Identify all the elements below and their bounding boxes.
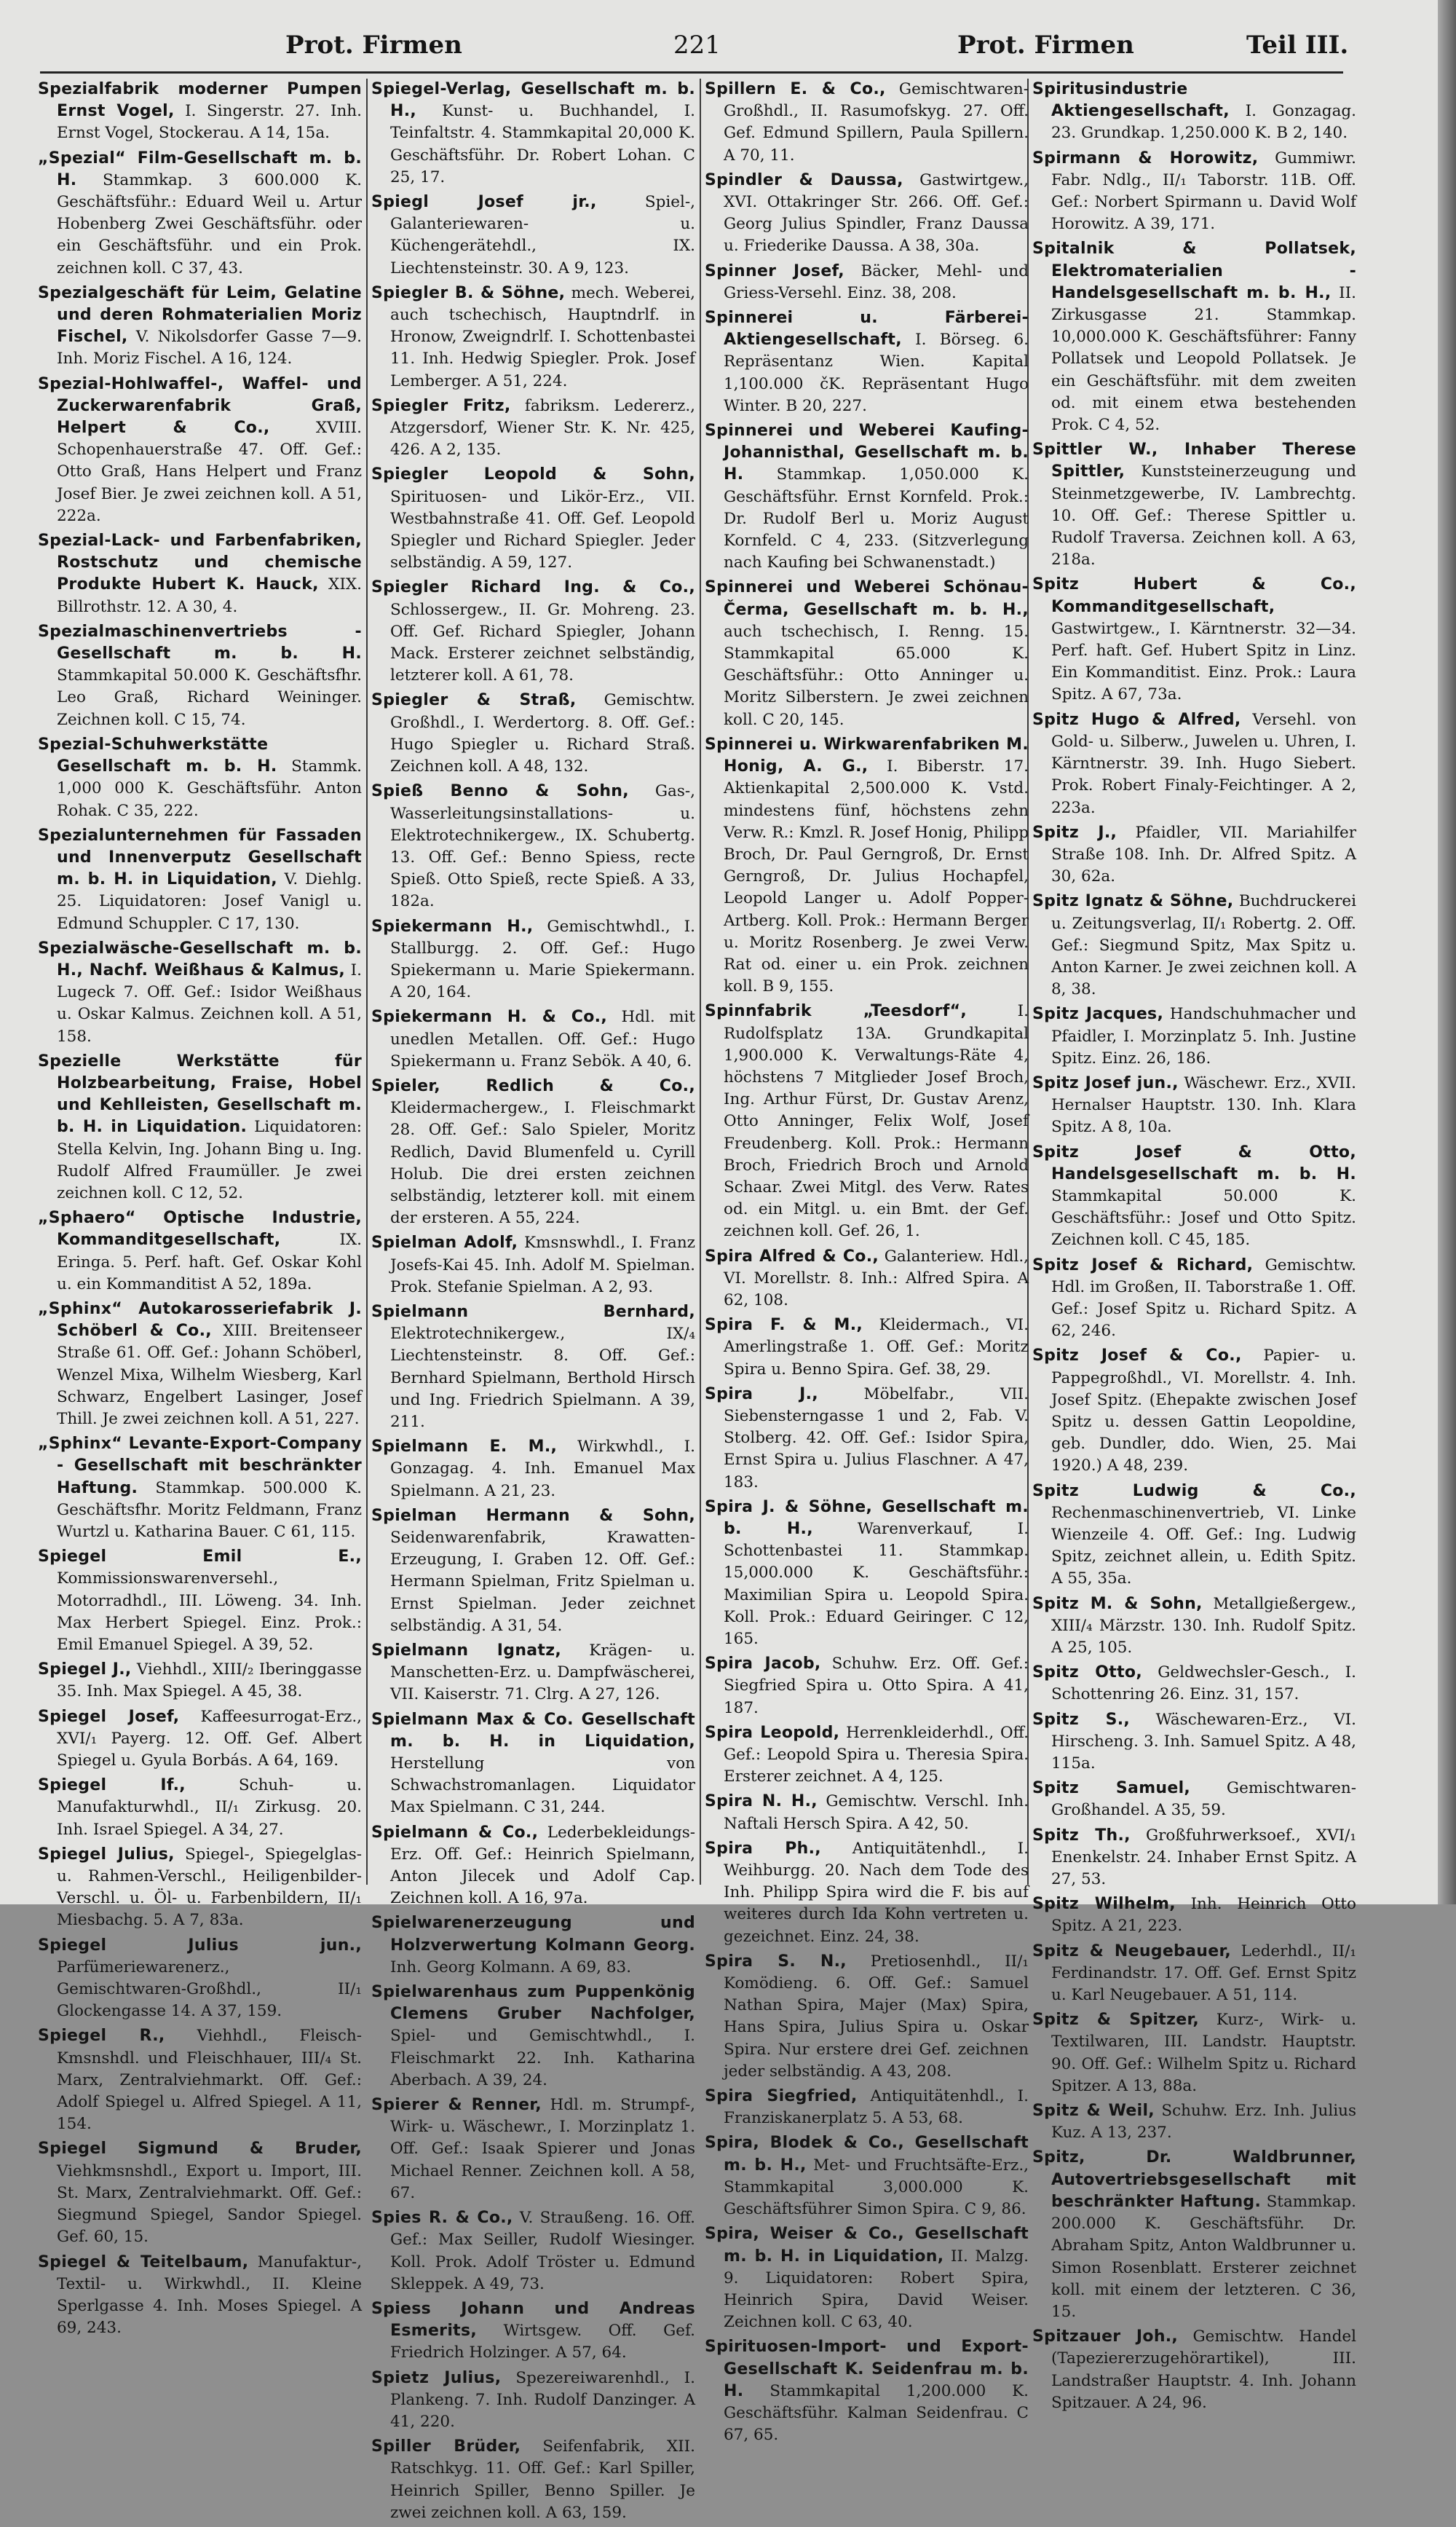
firm-details: Viehkmsnshdl., Export u. Import, III. St. Marx, Zentralviehmarkt. Off. Gef.: Siegmund Spiegel, Sandor Spiegel. Gef. 60, 15.	[57, 2161, 362, 2247]
page-header	[29, 31, 1349, 67]
firm-details: I. Gonzagag. 23. Grundkap. 1,250.000 K. B 2, 140.	[1051, 102, 1356, 143]
firm-name: Spillern E. & Co.,	[705, 80, 886, 98]
directory-entry	[371, 192, 695, 280]
directory-entry	[371, 395, 695, 462]
firm-name: Spiegler B. & Söhne,	[371, 283, 566, 302]
directory-entry	[371, 1982, 695, 2092]
column-1	[38, 79, 362, 2342]
firm-details: Viehhdl., Fleisch-Kmsnshdl. und Fleischhauer, III/₄ St. Marx, Zentralviehmarkt. Off. Gef.: Adolf Spiegel u. Alfred Spiegel. A 11, 154.	[57, 2027, 362, 2134]
firm-name: Spielman Adolf,	[371, 1234, 518, 1253]
firm-name: Spinnerei u. Färberei-Aktiengesellschaft,	[705, 309, 1029, 350]
firm-details: Herstellung von Schwachstromanlagen. Liquidator Max Spielmann. C 31, 244.	[390, 1754, 695, 1817]
directory-entry	[705, 734, 1029, 998]
directory-entry	[705, 1653, 1029, 1719]
directory-entry	[38, 1935, 362, 2023]
directory-entry	[1032, 891, 1356, 1001]
firm-name: Spitz & Spitzer,	[1032, 2011, 1200, 2030]
firm-details: mech. Weberei, auch tschechisch, Hauptndrlf. in Hronow, Zweigndrlf. I. Schottenbastei 11. Inh. Hedwig Spiegler. Prok. Josef Lemberger. A 51, 224.	[390, 283, 695, 390]
firm-name: Spiegel Julius jun.,	[38, 1936, 362, 1955]
firm-name: Spitz & Neugebauer,	[1032, 1941, 1232, 1960]
directory-entry	[371, 1301, 695, 1433]
firm-details: Kunst- u. Buchhandel, I. Teinfaltstr. 4. Stammkapital 20,000 K. Geschäftsführ. Dr. Robert Lohan. C 25, 17.	[390, 102, 695, 186]
header-part: Teil III.	[1246, 31, 1349, 60]
firm-name: Spinnfabrik „Teesdorf“,	[705, 1002, 968, 1021]
firm-details: Buchdruckerei u. Zeitungsverlag, II/₁ Robertg. 2. Off. Gef.: Siegmund Spitz, Max Spitz u. Anton Karner. Je zwei zeichnen koll. A 8, 38.	[1051, 892, 1356, 999]
firm-details: Gemischtw. Hdl. im Großen, II. Taborstraße 1. Off. Gef.: Josef Spitz u. Richard Spitz. A 62, 246.	[1051, 1255, 1357, 1341]
directory-entry	[38, 1298, 362, 1430]
firm-name: Spitz S.,	[1032, 1710, 1131, 1729]
firm-details: Inh. Heinrich Otto Spitz. A 21, 223.	[1051, 1895, 1356, 1936]
firm-name: Spira N. H.,	[705, 1792, 818, 1811]
directory-entry	[1032, 1593, 1356, 1660]
directory-entry	[1032, 1825, 1356, 1891]
directory-entry	[38, 283, 362, 371]
firm-name: Spielwarenhaus zum Puppenkönig Clemens Gruber Nachfolger,	[371, 1983, 695, 2024]
firm-details: Pfaidler, VII. Mariahilfer Straße 108. Inh. Dr. Alfred Spitz. A 30, 62a.	[1051, 823, 1356, 886]
firm-details: Hdl. mit unedlen Metallen. Off. Gef.: Hugo Spiekermann u. Franz Sebök. A 40, 6.	[390, 1008, 696, 1071]
firm-name: Spies R. & Co.,	[371, 2209, 513, 2228]
firm-name: Spitz Josef & Otto, Handelsgesellschaft m. b. H.	[1032, 1143, 1356, 1183]
column-divider	[700, 79, 701, 1885]
directory-entry	[371, 79, 695, 189]
firm-name: Spielman Hermann & Sohn,	[371, 1506, 695, 1525]
firm-name: Spitz Jacques,	[1032, 1005, 1164, 1024]
firm-name: Spitz Ignatz & Söhne,	[1032, 892, 1234, 911]
firm-name: Spinnerei und Weberei Schönau-Čerma, Gesellschaft m. b. H.,	[705, 578, 1029, 619]
directory-entry	[371, 2094, 695, 2204]
directory-entry	[38, 1433, 362, 1543]
firm-details: Seidenwarenfabrik, Krawatten-Erzeugung, I. Graben 12. Off. Gef.: Hermann Spielman, Fritz Spielman u. Ernst Spielman. Jeder zeichnet selbständig. A 31, 54.	[390, 1529, 695, 1635]
firm-details: Parfümeriewarenerz., Gemischtwaren-Großhdl., II/₁ Glockengasse 14. A 37, 159.	[57, 1958, 362, 2021]
firm-name: Spitz Josef jun.,	[1032, 1073, 1179, 1092]
firm-name: Spiegler Richard Ing. & Co.,	[371, 578, 695, 597]
firm-name: Spezielle Werkstätte für Holzbearbeitung, Fraise, Hobel und Kehlleisten, Gesellschaft m. b. H. in Liquidation.	[38, 1052, 362, 1137]
firm-details: Rechenmaschinenvertrieb, VI. Linke Wienzeile 4. Off. Gef.: Ing. Ludwig Spitz, zeichnet allein, u. Edith Spitz. A 55, 35a.	[1051, 1503, 1356, 1588]
firm-name: Spira Jacob,	[705, 1655, 821, 1674]
directory-entry	[371, 2436, 695, 2524]
firm-details: Stammkapital 50.000 K. Geschäftsfhr. Leo Graß, Richard Weininger. Zeichnen koll. C 15, 74.	[57, 666, 362, 729]
directory-entry	[38, 1706, 362, 1773]
firm-name: Spieler, Redlich & Co.,	[371, 1076, 695, 1095]
firm-name: Spinner Josef,	[705, 261, 844, 280]
firm-name: Spira Leopold,	[705, 1723, 840, 1742]
firm-details: auch tschechisch, I. Renng. 15. Stammkapital 65.000 K. Geschäftsführ.: Otto Anninger u. Moritz Silberstern. Je zwei zeichnen koll. C 20, 145.	[724, 622, 1029, 729]
directory-entry	[705, 1314, 1029, 1381]
directory-entry	[1032, 1345, 1356, 1477]
directory-entry	[1032, 709, 1356, 819]
firm-name: Spiess Johann und Andreas Esmerits,	[371, 2299, 695, 2341]
firm-details: V. Diehlg. 25. Liquidatoren: Josef Vanigl u. Edmund Schuppler. C 17, 130.	[57, 870, 362, 933]
directory-entry	[38, 2025, 362, 2135]
firm-name: Spieß Benno & Sohn,	[371, 782, 629, 801]
directory-entry	[38, 1844, 362, 1932]
firm-name: Spiegl Josef jr.,	[371, 193, 597, 212]
directory-entry	[38, 938, 362, 1048]
directory-entry	[705, 1722, 1029, 1789]
firm-name: Spezial-Lack- und Farbenfabriken, Rostschutz und chemische Produkte Hubert K. Hauck,	[38, 532, 362, 594]
directory-entry	[371, 2368, 695, 2434]
firm-details: Stammkap. 500.000 K. Geschäftsfhr. Moritz Feldmann, Franz Wurtzl u. Katharina Bauer. C 61, 115.	[57, 1478, 362, 1541]
firm-details: Spiel-, Galanteriewaren- u. Küchengerätehdl., IX. Liechtensteinstr. 30. A 9, 123.	[390, 193, 695, 277]
firm-details: Kurz-, Wirk- u. Textilwaren, III. Landstr. Hauptstr. 90. Off. Gef.: Wilhelm Spitz u. Richard Spitzer. A 13, 88a.	[1051, 2011, 1356, 2095]
firm-details: Spirituosen- und Likör-Erz., VII. Westbahnstraße 41. Off. Gef. Leopold Spiegler und Richard Spiegler. Jeder selbständig. A 59, 127.	[390, 487, 695, 572]
firm-name: Spindler & Daussa,	[705, 170, 903, 189]
firm-details: XIX. Billrothstr. 12. A 30, 4.	[57, 575, 362, 616]
firm-name: Spiegel & Teitelbaum,	[38, 2252, 249, 2271]
directory-entry	[38, 1546, 362, 1656]
firm-name: Spira F. & M.,	[705, 1316, 863, 1335]
firm-name: Spiegel-Verlag, Gesellschaft m. b. H.,	[371, 80, 695, 121]
directory-entry	[705, 261, 1029, 304]
directory-entry	[705, 307, 1029, 417]
firm-name: Spitz Josef & Richard,	[1032, 1255, 1254, 1274]
firm-details: II. Malzg. 9. Liquidatoren: Robert Spira, Heinrich Spira, David Weiser. Zeichnen koll. C 63, 40.	[724, 2247, 1029, 2332]
firm-name: Spitz Th.,	[1032, 1826, 1131, 1845]
firm-details: IX. Eringa. 5. Perf. haft. Gef. Oskar Kohl u. ein Kommanditist A 52, 189a.	[57, 1231, 362, 1293]
directory-entry	[371, 1436, 695, 1502]
firm-details: Kommissionswarenversehl., Motorradhdl., III. Löweng. 34. Inh. Max Herbert Spiegel. Einz. Prok.: Emil Emanuel Spiegel. A 39, 52.	[57, 1569, 362, 1655]
firm-name: Spielmann E. M.,	[371, 1438, 558, 1456]
firm-details: Schuh- u. Manufakturwhdl., II/₁ Zirkusg. 20. Inh. Israel Spiegel. A 34, 27.	[57, 1776, 362, 1839]
firm-details: Warenverkauf, I. Schottenbastei 11. Stammkap. 15,000.000 K. Geschäftsführ.: Maximilian Spira u. Leopold Spira. Koll. Prok.: Eduard Geiringer. C 12, 165.	[724, 1520, 1029, 1649]
firm-details: Möbelfabr., VII. Siebensterngasse 1 und 2, Fab. V. Stolberg. 42. Off. Gef.: Isidor Spira, Ernst Spira u. Julius Flaschner. A 47, 183.	[724, 1384, 1029, 1491]
directory-entry	[1032, 1481, 1356, 1590]
page-edge	[1438, 0, 1456, 1904]
firm-name: Spitz J.,	[1032, 823, 1117, 842]
firm-name: Spirituosen-Import- und Export-Gesellschaft K. Seidenfrau m. b. H.	[705, 2338, 1029, 2400]
directory-entry	[371, 283, 695, 393]
directory-entry	[1032, 1662, 1356, 1706]
directory-entry	[371, 1076, 695, 1229]
firm-details: Viehhdl., XIII/₂ Iberinggasse 35. Inh. Max Spiegel. A 45, 38.	[57, 1660, 363, 1701]
directory-entry	[371, 916, 695, 1004]
firm-details: Stammkap. 200.000 K. Geschäftsführ. Dr. Abraham Spitz, Anton Waldbrunner u. Simon Rosenblatt. Ersterer zeichnet koll. mit einem der letzteren. C 36, 15.	[1051, 2192, 1356, 2321]
directory-entry	[38, 79, 362, 145]
directory-entry	[371, 1822, 695, 1910]
column-4	[1032, 79, 1356, 2417]
firm-details: Wirtsgew. Off. Gef. Friedrich Holzinger. A 57, 64.	[390, 2322, 695, 2362]
firm-details: Liquidatoren: Stella Kelvin, Ing. Johann Bing u. Ing. Rudolf Alfred Fraumüller. Je zwei zeichnen koll. C 12, 52.	[57, 1118, 362, 1202]
firm-details: Kaffeesurrogat-Erz., XVI/₁ Payerg. 12. Off. Gef. Albert Spiegel u. Gyula Borbás. A 64, 169.	[57, 1707, 362, 1770]
directory-entry	[38, 530, 362, 618]
directory-entry	[1032, 574, 1356, 706]
directory-entry	[371, 1640, 695, 1706]
directory-entry	[705, 1791, 1029, 1834]
firm-details: Schuhw. Erz. Off. Gef.: Siegfried Spira u. Otto Spira. A 41, 187.	[724, 1655, 1029, 1717]
firm-name: Spitalnik & Pollatsek, Elektromaterialien - Handelsgesellschaft m. b. H.,	[1032, 240, 1356, 302]
firm-details: Galanteriew. Hdl., VI. Morellstr. 8. Inh.: Alfred Spira. A 62, 108.	[724, 1247, 1029, 1309]
directory-entry	[705, 79, 1029, 167]
firm-name: Spiegel Josef,	[38, 1707, 180, 1726]
firm-name: Spitz Samuel,	[1032, 1779, 1191, 1798]
firm-name: Spira Alfred & Co.,	[705, 1247, 879, 1266]
directory-entry	[38, 1051, 362, 1205]
directory-entry	[705, 1838, 1029, 1948]
firm-name: Spitz Wilhelm,	[1032, 1895, 1176, 1914]
directory-entry	[1032, 1778, 1356, 1821]
directory-entry	[1032, 2147, 1356, 2323]
directory-entry	[705, 1384, 1029, 1494]
firm-details: Wäschewaren-Erz., VI. Hirscheng. 3. Inh. Samuel Spitz. A 48, 115a.	[1051, 1710, 1356, 1773]
directory-entry	[1032, 1941, 1356, 2007]
firm-name: Spitz Ludwig & Co.,	[1032, 1481, 1356, 1500]
firm-details: fabriksm. Ledererz., Atzgersdorf, Wiener Str. K. Nr. 425, 426. A 2, 135.	[390, 396, 696, 460]
firm-details: Kmsnswhdl., I. Franz Josefs-Kai 45. Inh. Adolf M. Spielman. Prok. Stefanie Spielman. A 2, 93.	[390, 1234, 695, 1296]
directory-entry	[38, 734, 362, 822]
firm-details: Gemischtwaren-Großhdl., II. Rasumofskyg. 27. Off. Gef. Edmund Spillern, Paula Spillern. A 70, 11.	[724, 80, 1029, 165]
directory-entry	[1032, 2100, 1356, 2144]
directory-entry	[705, 2132, 1029, 2220]
firm-details: Lederbekleidungs-Erz. Off. Gef.: Heinrich Spielmann, Anton Jilecek und Adolf Cap. Zeichnen koll. A 16, 97a.	[390, 1823, 695, 1908]
firm-details: Gastwirtgew., I. Kärntnerstr. 32—34. Perf. haft. Gef. Hubert Spitz in Linz. Ein Kommanditist. Einz. Prok.: Laura Spitz. A 67, 73a.	[1051, 619, 1356, 704]
directory-entry	[371, 2298, 695, 2365]
firm-details: I. Börseg. 6. Repräsentanz Wien. Kapital 1,100.000 čK. Repräsentant Hugo Winter. B 20, 227.	[724, 331, 1029, 415]
directory-entry	[1032, 2326, 1356, 2414]
firm-name: Spezialgeschäft für Leim, Gelatine und deren Rohmaterialien Moriz Fischel,	[38, 283, 362, 347]
firm-details: Met- und Fruchtsäfte-Erz., Stammkapital 3,000.000 K. Geschäftsführer Simon Spira. C 9, 86.	[724, 2156, 1029, 2219]
firm-name: Spittler W., Inhaber Therese Spittler,	[1032, 441, 1356, 481]
firm-name: Spitz M. & Sohn,	[1032, 1594, 1203, 1613]
firm-name: Spira, Blodek & Co., Gesellschaft m. b. H.,	[705, 2134, 1029, 2175]
firm-details: Herrenkleiderhdl., Off. Gef.: Leopold Spira u. Theresia Spira. Ersterer zeichnet. A 4, 125.	[724, 1723, 1029, 1786]
firm-details: Inh. Georg Kolmann. A 69, 83.	[390, 1958, 632, 1976]
firm-details: Antiquitätenhdl., I. Franziskanerplatz 5. A 53, 68.	[724, 2087, 1029, 2128]
directory-entry	[1032, 1142, 1356, 1252]
directory-entry	[371, 1232, 695, 1298]
header-left-title: Prot. Firmen	[285, 31, 462, 60]
firm-name: Spitz Otto,	[1032, 1663, 1143, 1682]
directory-entry	[38, 825, 362, 935]
firm-details: V. Straußeng. 16. Off. Gef.: Max Seiller, Rudolf Wiesinger. Koll. Prok. Adolf Tröster u. Edmund Skleppek. A 49, 73.	[390, 2209, 695, 2293]
firm-details: Seifenfabrik, XII. Ratschkyg. 11. Off. Gef.: Karl Spiller, Heinrich Spiller, Benno Spiller. Je zwei zeichnen koll. A 63, 159.	[390, 2437, 695, 2522]
firm-details: Elektrotechnikergew., IX/₄ Liechtensteinstr. 8. Off. Gef.: Bernhard Spielmann, Berthold Hirsch und Ing. Friedrich Spielmann. A 39, 211.	[390, 1325, 695, 1431]
firm-name: Spira, Weiser & Co., Gesellschaft m. b. H. in Liquidation,	[705, 2225, 1029, 2266]
directory-entry	[371, 781, 695, 912]
directory-entry	[705, 2223, 1029, 2333]
firm-details: Gummiwr. Fabr. Ndlg., II/₁ Taborstr. 11B. Off. Gef.: Norbert Spirmann u. David Wolf Horowitz. A 39, 171.	[1051, 149, 1356, 234]
firm-details: Wäschewr. Erz., XVII. Hernalser Hauptstr. 130. Inh. Klara Spitz. A 8, 10a.	[1051, 1073, 1356, 1137]
firm-name: Spiegel R.,	[38, 2027, 165, 2046]
column-2	[371, 79, 695, 2527]
firm-name: Spira J.,	[705, 1384, 818, 1403]
firm-details: Antiquitätenhdl., I. Weihburgg. 20. Nach dem Tode des Inh. Philipp Spira wird die F. bis auf weiteres durch Ida Kohn vertreten u. gezeichnet. Einz. 24, 38.	[724, 1839, 1029, 1946]
directory-entry	[705, 420, 1029, 574]
directory-entry	[1032, 1709, 1356, 1775]
firm-details: Gemischtw. Handel (Tapeziererzugehörartikel), III. Landstraßer Hauptstr. 4. Inh. Johann Spitzauer. A 24, 96.	[1051, 2327, 1356, 2412]
firm-details: Stammkap. 3 600.000 K. Geschäftsführ.: Eduard Weil u. Artur Hobenberg Zwei Geschäftsführ. oder ein Geschäftsführ. und ein Prok. zeichnen koll. C 37, 43.	[57, 170, 362, 277]
firm-name: Spira Ph.,	[705, 1839, 821, 1858]
firm-details: Gemischtw. Großhdl., I. Werdertorg. 8. Off. Gef.: Hugo Spiegler u. Richard Straß. Zeichnen koll. A 48, 132.	[390, 691, 695, 776]
firm-details: Gemischtwaren-Großhandel. A 35, 59.	[1051, 1779, 1356, 1820]
firm-details: Gas-, Wasserleitungsinstallations- u. Elektrotechnikergew., IX. Schubertg. 13. Off. Gef.: Benno Spiess, recte Spieß. Otto Spieß, recte Spieß. A 33, 182a.	[390, 782, 695, 911]
firm-name: Spiritusindustrie Aktiengesellschaft,	[1032, 80, 1230, 121]
firm-name: Spirmann & Horowitz,	[1032, 149, 1259, 167]
directory-entry	[38, 2138, 362, 2248]
firm-name: Spitz Hugo & Alfred,	[1032, 710, 1241, 729]
directory-entry	[1032, 1004, 1356, 1070]
directory-entry	[371, 1505, 695, 1637]
firm-name: Spiegel Julius,	[38, 1845, 175, 1864]
firm-details: Metallgießergew., XIII/₄ Märzstr. 130. Inh. Rudolf Spitz. A 25, 105.	[1051, 1594, 1356, 1657]
firm-details: Krägen- u. Manschetten-Erz. u. Dampfwäscherei, VII. Kaiserstr. 71. Clrg. A 27, 126.	[390, 1641, 695, 1704]
firm-name: Spinnerei und Weberei Kaufing-Johannisthal, Gesellschaft m. b. H.	[705, 422, 1029, 484]
directory-entry	[705, 577, 1029, 730]
firm-details: Spiel- und Gemischtwhdl., I. Fleischmarkt 22. Inh. Katharina Aberbach. A 39, 24.	[390, 2027, 695, 2089]
directory-entry	[1032, 238, 1356, 436]
directory-entry	[371, 464, 695, 574]
firm-name: Spielmann Bernhard,	[371, 1302, 695, 1321]
firm-details: Versehl. von Gold- u. Silberw., Juwelen u. Uhren, I. Kärntnerstr. 39. Inh. Hugo Siebert. Prok. Robert Finaly-Feichtinger. A 2, 223a.	[1051, 710, 1356, 817]
directory-entry	[38, 621, 362, 731]
firm-details: Gemischtw. Verschl. Inh. Naftali Hersch Spira. A 42, 50.	[724, 1792, 1029, 1833]
firm-name: Spiegler & Straß,	[371, 691, 577, 710]
firm-details: Spiegel-, Spiegelglas- u. Rahmen-Verschl., Heiligenbilder-Verschl. u. Öl- u. Farbenbildern, II/₁ Miesbachg. 5. A 7, 83a.	[57, 1845, 363, 1930]
directory-entry	[371, 1006, 695, 1073]
directory-entry	[705, 1951, 1029, 2083]
firm-details: Stammkapital 50.000 K. Geschäftsführ.: Josef und Otto Spitz. Zeichnen koll. C 45, 185.	[1051, 1186, 1356, 1250]
firm-details: Großfuhrwerksoef., XVI/₁ Enenkelstr. 24. Inhaber Ernst Spitz. A 27, 53.	[1051, 1826, 1357, 1889]
directory-entry	[371, 1709, 695, 1819]
firm-details: Schlossergew., II. Gr. Mohreng. 23. Off. Gef. Richard Spiegler, Johann Mack. Ersterer zeichnet selbständig, letzterer koll. A 61, 78.	[390, 600, 695, 685]
firm-name: „Sphaero“ Optische Industrie, Kommanditgesellschaft,	[38, 1209, 362, 1250]
firm-name: „Sphinx“ Levante-Export-Company - Gesellschaft mit beschränkter Haftung.	[38, 1435, 362, 1497]
column-divider	[366, 79, 368, 1885]
directory-entry	[705, 2086, 1029, 2129]
firm-name: Spiegel If.,	[38, 1776, 186, 1795]
firm-name: Spitz & Weil,	[1032, 2102, 1155, 2121]
firm-name: Spitzauer Joh.,	[1032, 2327, 1179, 2346]
firm-name: Spielmann Max & Co. Gesellschaft m. b. H. in Liquidation,	[371, 1710, 695, 1751]
firm-name: Spira Siegfried,	[705, 2087, 858, 2106]
firm-name: Spitz Hubert & Co., Kommanditgesellschaft,	[1032, 575, 1356, 616]
directory-entry	[1032, 1893, 1356, 1937]
firm-details: I. Lugeck 7. Off. Gef.: Isidor Weißhaus u. Oskar Kalmus. Zeichnen koll. A 51, 158.	[57, 961, 362, 1046]
firm-name: Spitz, Dr. Waldbrunner, Autovertriebsgesellschaft mit beschränkter Haftung.	[1032, 2148, 1356, 2211]
firm-details: Gemischtwhdl., I. Stallburgg. 2. Off. Gef.: Hugo Spiekermann u. Marie Spiekermann. A 20, 164.	[390, 917, 695, 1002]
firm-name: Spezialunternehmen für Fassaden und Innenverputz Gesellschaft m. b. H. in Liquidation,	[38, 826, 362, 889]
firm-name: Spezialfabrik moderner Pumpen Ernst Vogel,	[38, 80, 362, 121]
directory-entry	[705, 1246, 1029, 1312]
firm-name: Spielmann & Co.,	[371, 1823, 539, 1842]
firm-details: Kunststeinerzeugung und Steinmetzgewerbe, IV. Lambrechtg. 10. Off. Gef.: Therese Spittler u. Rudolf Traversa. Zeichnen koll. A 63, 218a.	[1051, 462, 1356, 569]
firm-name: Spiegel J.,	[38, 1660, 132, 1679]
firm-name: Spietz Julius,	[371, 2368, 502, 2387]
firm-name: Spira S. N.,	[705, 1952, 847, 1971]
directory-entry	[705, 2336, 1029, 2446]
firm-name: Spinnerei u. Wirkwarenfabriken M. Honig, A. G.,	[705, 735, 1029, 776]
directory-entry	[705, 170, 1029, 258]
firm-details: XIII. Breitenseer Straße 61. Off. Gef.: Johann Schöberl, Wenzel Mixa, Wilhelm Wiesberg, Karl Schwarz, Engelbert Lasinger, Josef Thill. Je zwei zeichnen koll. A 51, 227.	[57, 1322, 363, 1428]
page-number: 221	[673, 31, 721, 60]
directory-entry	[1032, 439, 1356, 571]
directory-entry	[1032, 822, 1356, 888]
directory-entry	[38, 1207, 362, 1296]
firm-details: I. Rudolfsplatz 13A. Grundkapital 1,900.000 K. Verwaltungs-Räte 4, höchstens 7 Mitglieder Josef Broch, Ing. Arthur Fürst, Dr. Gustav Arenz, Otto Anninger, Felix Wolf, Josef Freudenberg. Koll. Prok.: Hermann Broch, Friedrich Broch und Arnold Schaar. Zwei Mitgl. des Verw. Rates od. ein Mitgl. u. ein Bmt. der Gef. zeichnen koll. Gef. 26, 1.	[724, 1002, 1029, 1241]
firm-details: Geldwechsler-Gesch., I. Schottenring 26. Einz. 31, 157.	[1051, 1663, 1356, 1704]
firm-name: Spiekermann H. & Co.,	[371, 1008, 607, 1027]
firm-details: Pretiosenhdl., II/₁ Komödieng. 6. Off. Gef.: Samuel Nathan Spira, Majer (Max) Spira, Hans Spira, Julius Spira u. Oskar Spira. Nur erstere drei Gef. zeichnen jeder selbständig. A 43, 208.	[724, 1952, 1029, 2081]
directory-entry	[38, 374, 362, 527]
firm-details: V. Nikolsdorfer Gasse 7—9. Inh. Moriz Fischel. A 16, 124.	[57, 328, 362, 368]
firm-details: I. Singerstr. 27. Inh. Ernst Vogel, Stockerau. A 14, 15a.	[57, 102, 362, 143]
firm-name: Spiller Brüder,	[371, 2437, 521, 2456]
firm-name: Spiegel Emil E.,	[38, 1548, 362, 1566]
firm-details: Schuhw. Erz. Inh. Julius Kuz. A 13, 237.	[1051, 2102, 1356, 2142]
directory-entry	[38, 1659, 362, 1703]
firm-name: Spielmann Ignatz,	[371, 1641, 562, 1660]
directory-entry	[371, 577, 695, 687]
directory-entry	[371, 2207, 695, 2295]
firm-name: Spitz Josef & Co.,	[1032, 1347, 1242, 1365]
firm-details: Stammkapital 1,200.000 K. Geschäftsführ. Kalman Seidenfrau. C 67, 65.	[724, 2381, 1029, 2445]
firm-name: Spezialwäsche-Gesellschaft m. b. H., Nachf. Weißhaus & Kalmus,	[38, 939, 362, 979]
firm-name: „Sphinx“ Autokarosseriefabrik J. Schöberl & Co.,	[38, 1299, 362, 1341]
firm-details: XVIII. Schopenhauerstraße 47. Off. Gef.: Otto Graß, Hans Helpert und Franz Josef Bier. Je zwei zeichnen koll. A 51, 222a.	[57, 419, 363, 525]
firm-details: Papier- u. Pappegroßhdl., VI. Morellstr. 4. Inh. Josef Spitz. (Ehepakte zwischen Josef Spitz u. dessen Gattin Leopoldine, geb. Dundler, ddo. Wien, 25. Mai 1920.) A 48, 239.	[1051, 1347, 1356, 1475]
firm-details: Handschuhmacher und Pfaidler, I. Morzinplatz 5. Inh. Justine Spitz. Einz. 26, 186.	[1051, 1005, 1356, 1068]
directory-entry	[1032, 148, 1356, 236]
firm-details: Manufaktur-, Textil- u. Wirkwhdl., II. Kleine Sperlgasse 4. Inh. Moses Spiegel. A 69, 243.	[57, 2252, 362, 2338]
directory-entry	[38, 2252, 362, 2340]
directory-entry	[705, 1001, 1029, 1242]
firm-details: Stammkap. 1,050.000 K. Geschäftsführ. Ernst Kornfeld. Prok.: Dr. Rudolf Berl u. Moriz August Kornfeld. C 4, 233. (Sitzverlegung nach Kaufing bei Schwanenstadt.)	[724, 465, 1029, 572]
directory-entry	[38, 148, 362, 280]
column-3	[705, 79, 1029, 2449]
firm-name: „Spezial“ Film-Gesellschaft m. b. H.	[38, 149, 362, 189]
firm-name: Spiegler Fritz,	[371, 396, 511, 415]
directory-entry	[1032, 1073, 1356, 1139]
firm-name: Spiegel Sigmund & Bruder,	[38, 2140, 362, 2159]
firm-details: Kleidermach., VI. Amerlingstraße 1. Off. Gef.: Moritz Spira u. Benno Spira. Gef. 38, 29.	[724, 1316, 1029, 1379]
firm-details: Bäcker, Mehl- und Griess-Versehl. Einz. 38, 208.	[724, 261, 1029, 302]
directory-entry	[1032, 2009, 1356, 2097]
firm-details: Hdl. m. Strumpf-, Wirk- u. Wäschewr., I. Morzinplatz 1. Off. Gef.: Isaak Spierer und Jonas Michael Renner. Zeichnen koll. A 58, 67.	[390, 2096, 695, 2202]
directory-entry	[371, 690, 695, 778]
firm-details: Spezereiwarenhdl., I. Plankeng. 7. Inh. Rudolf Danzinger. A 41, 220.	[390, 2368, 695, 2431]
firm-name: Spielwarenerzeugung und Holzverwertung Kolmann Georg.	[371, 1914, 695, 1955]
firm-name: Spiegler Leopold & Sohn,	[371, 465, 695, 484]
firm-name: Spierer & Renner,	[371, 2096, 542, 2115]
firm-name: Spezial-Schuhwerkstätte Gesellschaft m. b. H.	[38, 735, 277, 776]
directory-entry	[705, 1497, 1029, 1650]
header-right-title: Prot. Firmen	[957, 31, 1134, 60]
header-rule	[40, 71, 1343, 74]
firm-name: Spira J. & Söhne, Gesellschaft m. b. H.,	[705, 1497, 1029, 1538]
firm-details: Lederhdl., II/₁ Ferdinandstr. 17. Off. Gef. Ernst Spitz u. Karl Neugebauer. A 51, 114.	[1051, 1941, 1356, 2005]
firm-details: II. Zirkusgasse 21. Stammkap. 10,000.000 K. Geschäftsführer: Fanny Pollatsek und Leopold Pollatsek. Je ein Geschäftsführ. mit dem zweiten od. mit einem etwa bestehenden Prok. C 4, 52.	[1051, 283, 1356, 435]
directory-entry	[371, 1912, 695, 1979]
firm-details: Stammk. 1,000 000 K. Geschäftsführ. Anton Rohak. C 35, 222.	[57, 757, 362, 820]
directory-entry	[1032, 79, 1356, 145]
directory-entry	[38, 1775, 362, 1841]
firm-details: I. Biberstr. 17. Aktienkapital 2,500.000 K. Vstd. mindestens fünf, höchstens zehn Verw. R.: Kmzl. R. Josef Honig, Philipp Broch, Dr. Paul Gerngroß, Dr. Ernst Gerngroß, Dr. Julius Hochapfel, Leopold Langer u. Adolf Popper-Artberg. Koll. Prok.: Hermann Berger u. Moritz Rosenberg. Je zwei Verw. Rat od. einer u. ein Prok. zeichnen koll. B 9, 155.	[724, 757, 1029, 996]
directory-entry	[1032, 1255, 1356, 1343]
firm-name: Spezial-Hohlwaffel-, Waffel- und Zuckerwarenfabrik Graß, Helpert & Co.,	[38, 374, 362, 438]
firm-details: Wirkwhdl., I. Gonzagag. 4. Inh. Emanuel Max Spielmann. A 21, 23.	[390, 1438, 695, 1500]
firm-name: Spezialmaschinenvertriebs - Gesellschaft m. b. H.	[38, 622, 362, 663]
firm-details: Gastwirtgew., XVI. Ottakringer Str. 266. Off. Gef.: Georg Julius Spindler, Franz Daussa u. Friederike Daussa. A 38, 30a.	[724, 170, 1029, 256]
firm-details: Kleidermachergew., I. Fleischmarkt 28. Off. Gef.: Salo Spieler, Moritz Redlich, David Blumenfeld u. Cyrill Holub. Die drei ersten zeichnen selbständig, letzterer koll. mit einem der ersteren. A 55, 224.	[390, 1099, 695, 1228]
firm-name: Spiekermann H.,	[371, 917, 534, 936]
